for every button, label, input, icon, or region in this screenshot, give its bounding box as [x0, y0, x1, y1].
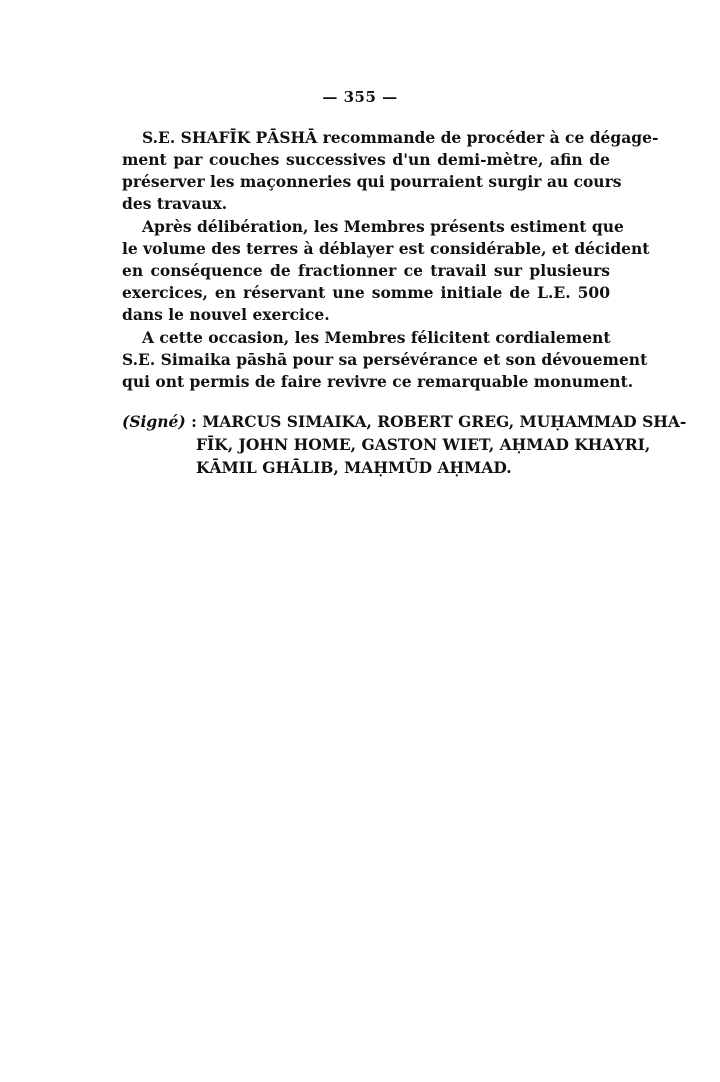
paragraph [122, 127, 659, 215]
text-line: Après délibération, les Membres présents estiment que [142, 217, 624, 236]
text-line: en conséquence de fractionner ce travail sur plusieurs [122, 261, 610, 280]
text-line: ment par couches successives d'un demi-mètre, afin de [122, 150, 610, 169]
paragraph [122, 327, 648, 393]
text-line: S.E. SHAFĪK PĀSHĀ recommande de procéder à ce dégage- [142, 128, 659, 147]
text-line: S.E. Simaika pāshā pour sa persévérance et son dévouement [122, 350, 648, 369]
signatories-line [122, 410, 687, 433]
text-line: dans le nouvel exercice. [122, 305, 330, 324]
text-line: des travaux. [122, 194, 228, 213]
signed-label: (Signé) [122, 412, 186, 431]
page-number: — 355 — [322, 88, 398, 106]
signatories-line: KĀMIL GHĀLIB, MAḤMŪD AḤMAD. [196, 458, 512, 477]
signatories-names: : MARCUS SIMAIKA, ROBERT GREG, MUḤAMMAD SHA- [191, 412, 687, 431]
body-text [122, 127, 659, 393]
text-line: exercices, en réservant une somme initiale de L.E. 500 [122, 283, 610, 302]
text-line: qui ont permis de faire revivre ce remarquable monument. [122, 372, 634, 391]
signatories-block [122, 410, 687, 479]
text-line: le volume des terres à déblayer est considérable, et décident [122, 239, 650, 258]
signatories-line: FĪK, JOHN HOME, GASTON WIET, AḤMAD KHAYRI, [196, 435, 651, 454]
text-line: A cette occasion, les Membres félicitent cordialement [142, 328, 611, 347]
text-line: préserver les maçonneries qui pourraient surgir au cours [122, 172, 622, 191]
paragraph [122, 216, 650, 326]
